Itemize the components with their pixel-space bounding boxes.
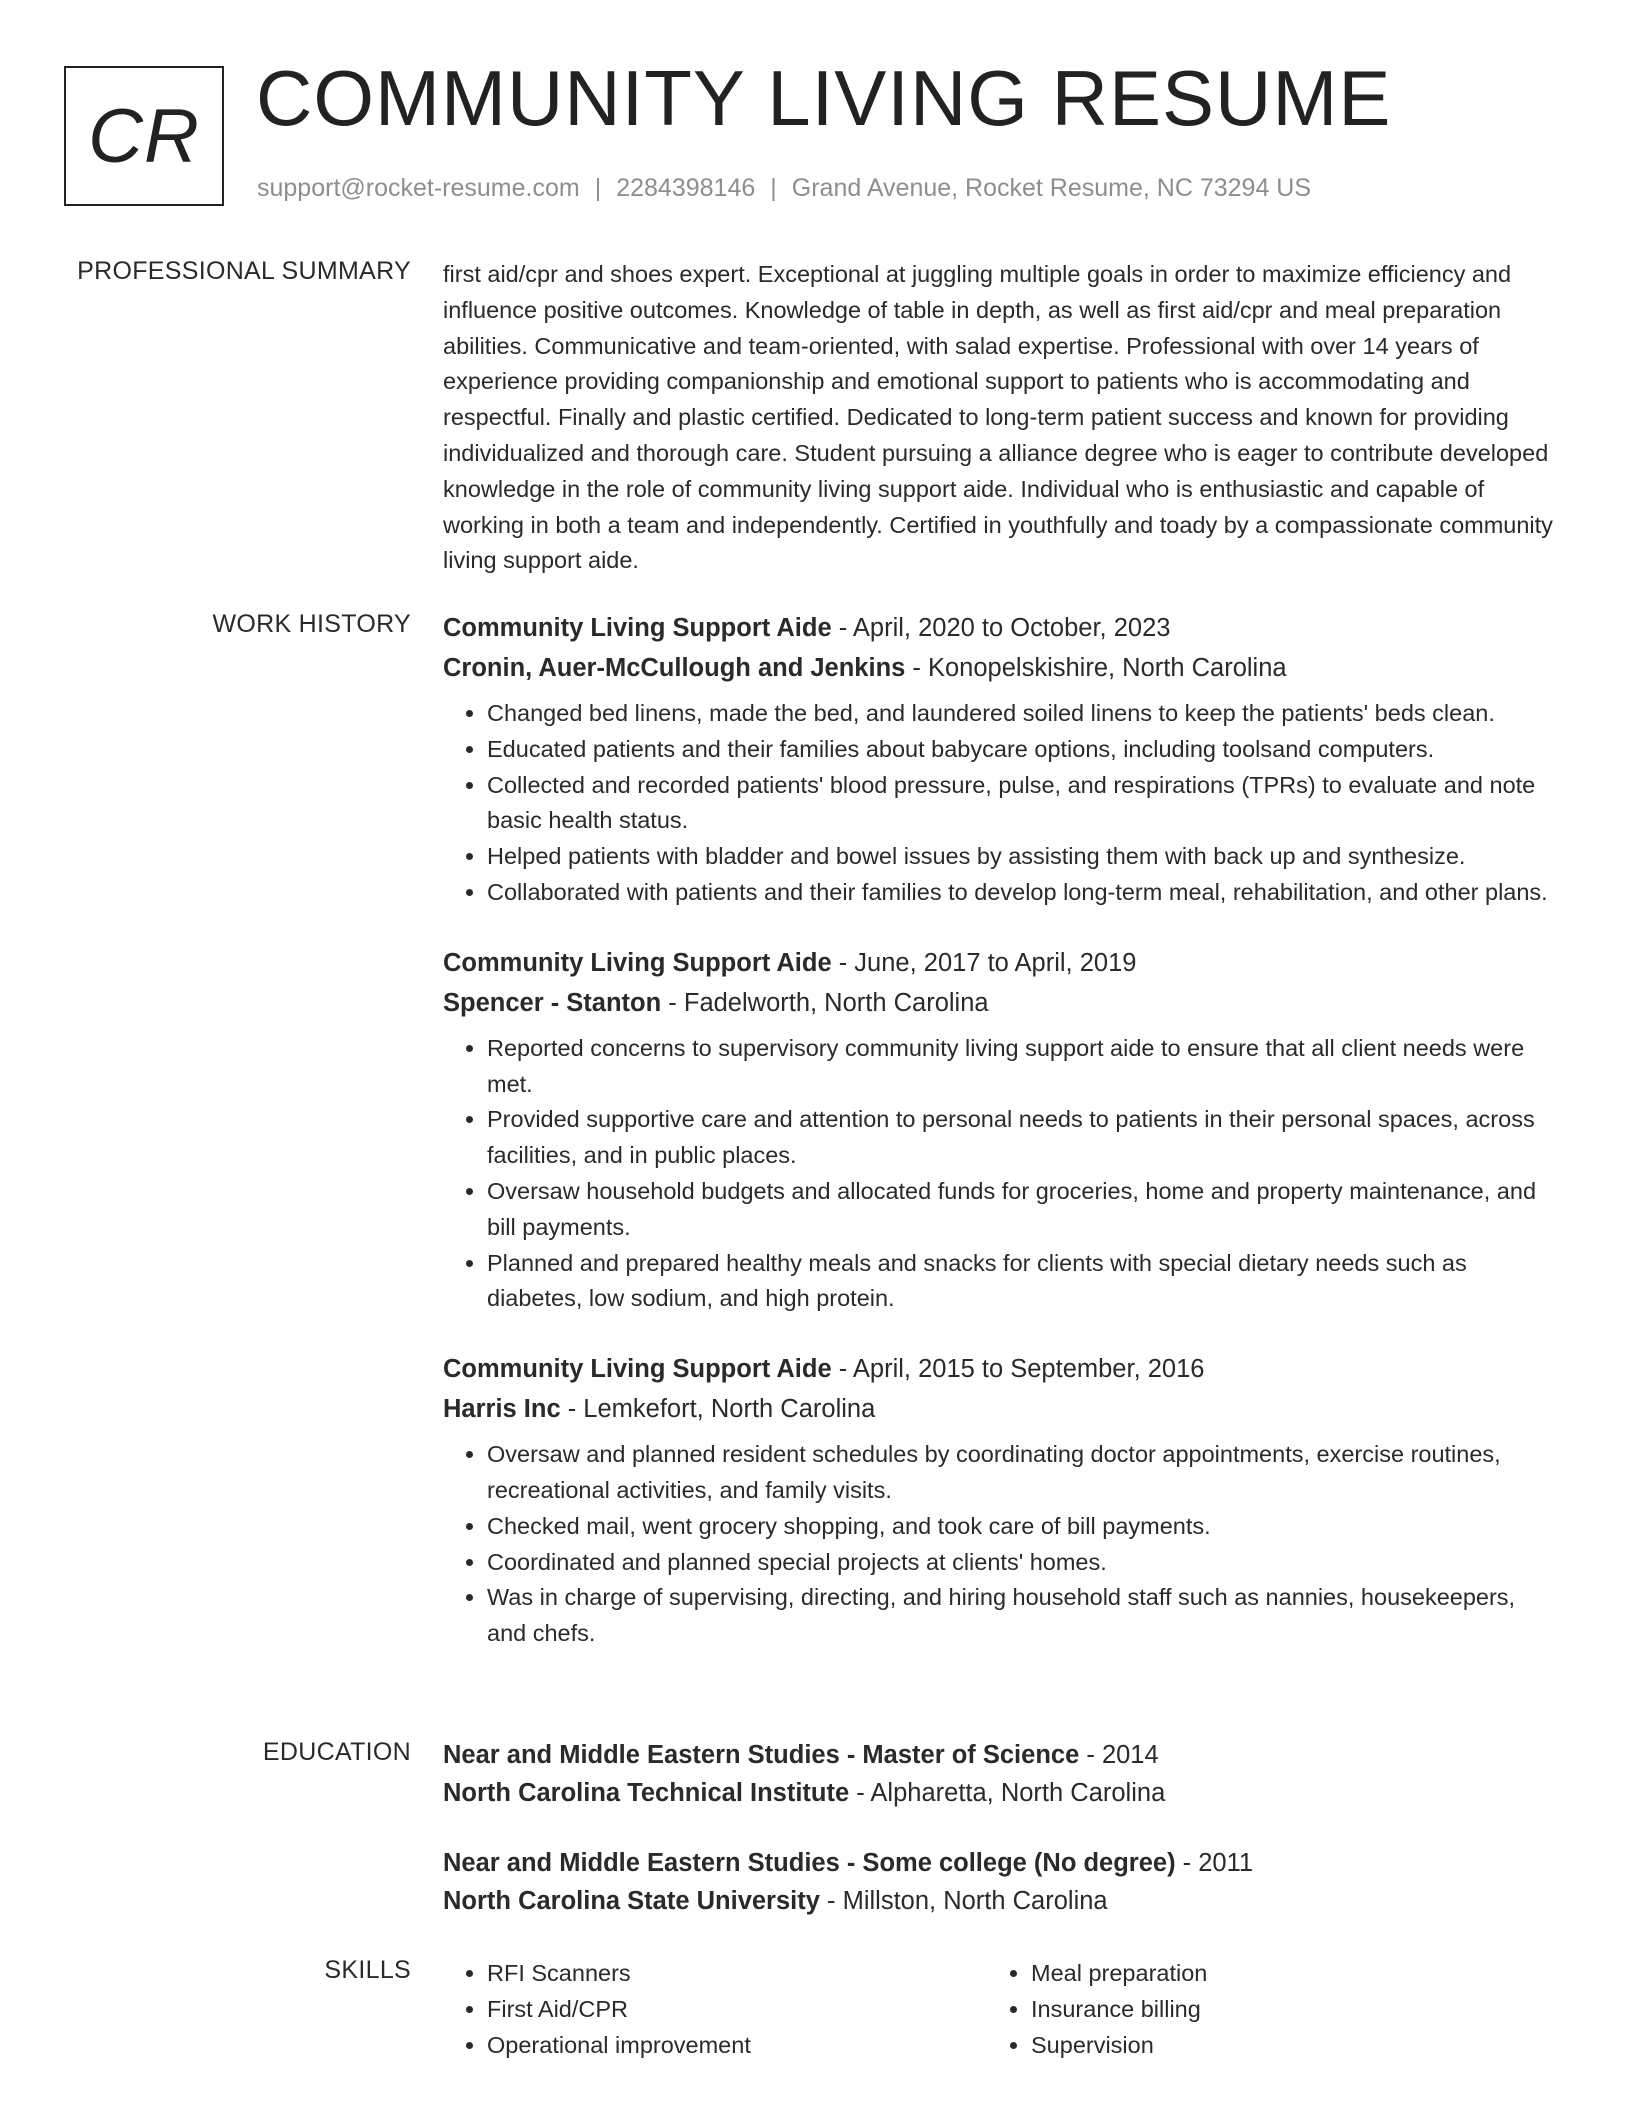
- education-school: North Carolina State University: [443, 1887, 820, 1915]
- skill-item: • First Aid/CPR: [487, 1992, 987, 2028]
- job-dates: - June, 2017 to April, 2019: [831, 948, 1137, 977]
- job-bullet: • Checked mail, went grocery shopping, and took care of bill payments.: [487, 1509, 1553, 1545]
- contact-line: [257, 174, 1311, 203]
- skill-item: • Meal preparation: [1031, 1956, 1531, 1992]
- skill-item: • Supervision: [1031, 2028, 1531, 2064]
- skills-column-right: [987, 1956, 1531, 2063]
- job-company-line: [443, 1389, 1553, 1429]
- job-bullet: • Reported concerns to supervisory community living support aide to ensure that all client needs were met.: [487, 1031, 1553, 1103]
- skills-body: [443, 1956, 1553, 2063]
- job-dates: - April, 2020 to October, 2023: [831, 614, 1171, 642]
- skills-grid: [443, 1956, 1553, 2063]
- education-degree: Near and Middle Eastern Studies - Master of Science: [443, 1741, 1080, 1769]
- job-bullet: • Collaborated with patients and their families to develop long-term meal, rehabilitation, and other plans.: [487, 875, 1553, 911]
- skill-item: • Operational improvement: [487, 2028, 987, 2064]
- job-bullets: [443, 1031, 1553, 1317]
- job-bullet: • Educated patients and their families about babycare options, including toolsand computers.: [487, 732, 1553, 768]
- education-entry: [443, 1844, 1553, 1920]
- contact-separator: |: [770, 174, 777, 202]
- job-bullet: • Provided supportive care and attention to personal needs to patients in their personal spaces, across facilities, and in public places.: [487, 1102, 1553, 1174]
- summary-body: [443, 257, 1553, 579]
- job-company-line: [443, 648, 1553, 688]
- education-location: - Millston, North Carolina: [819, 1887, 1108, 1915]
- job-bullets: [443, 696, 1553, 911]
- education-degree-line: [443, 1844, 1553, 1882]
- contact-email[interactable]: support@rocket-resume.com: [257, 174, 580, 202]
- job-entry: [443, 943, 1553, 1317]
- contact-address: Grand Avenue, Rocket Resume, NC 73294 US: [791, 174, 1312, 202]
- job-company: Harris Inc: [443, 1395, 561, 1424]
- job-bullets: [443, 1437, 1553, 1652]
- job-company: Cronin, Auer-McCullough and Jenkins: [443, 654, 906, 682]
- job-title-line: [443, 608, 1553, 648]
- job-title: Community Living Support Aide: [443, 948, 832, 977]
- job-title: Community Living Support Aide: [443, 614, 832, 642]
- job-location: - Fadelworth, North Carolina: [661, 988, 989, 1017]
- job-bullet: • Changed bed linens, made the bed, and laundered soiled linens to keep the patients' beds clean.: [487, 696, 1553, 732]
- education-year: - 2014: [1079, 1741, 1159, 1769]
- job-bullet: • Coordinated and planned special projects at clients' homes.: [487, 1545, 1553, 1581]
- section-heading-skills: SKILLS: [324, 1956, 411, 1984]
- job-bullet: • Collected and recorded patients' blood pressure, pulse, and respirations (TPRs) to evaluate and note basic health status.: [487, 768, 1553, 840]
- resume-title: COMMUNITY LIVING RESUME: [256, 54, 1392, 142]
- education-school-line: [443, 1774, 1553, 1812]
- contact-separator: |: [594, 174, 602, 202]
- section-heading-education: EDUCATION: [262, 1738, 411, 1766]
- education-school-line: [443, 1882, 1553, 1920]
- job-company-line: [443, 983, 1553, 1023]
- job-company: Spencer - Stanton: [443, 988, 662, 1017]
- monogram-badge: CR: [64, 66, 224, 206]
- section-heading-work: WORK HISTORY: [212, 610, 411, 638]
- job-bullet: • Planned and prepared healthy meals and snacks for clients with special dietary needs such as diabetes, low sodium, and high protein.: [487, 1246, 1553, 1318]
- job-bullet: • Helped patients with bladder and bowel issues by assisting them with back up and synthesize.: [487, 839, 1553, 875]
- section-heading-summary: PROFESSIONAL SUMMARY: [77, 257, 411, 285]
- job-title-line: [443, 943, 1553, 983]
- job-dates: - April, 2015 to September, 2016: [831, 1355, 1205, 1384]
- job-entry: [443, 1349, 1553, 1652]
- contact-phone[interactable]: 2284398146: [616, 174, 756, 202]
- job-bullet: • Oversaw and planned resident schedules by coordinating doctor appointments, exercise routines, recreational activities, and family visits.: [487, 1437, 1553, 1509]
- skills-column-left: [443, 1956, 987, 2063]
- education-degree-line: [443, 1736, 1553, 1774]
- education-location: - Alpharetta, North Carolina: [849, 1779, 1166, 1807]
- job-bullet: • Oversaw household budgets and allocated funds for groceries, home and property maintenance, and bill payments.: [487, 1174, 1553, 1246]
- skill-item: • RFI Scanners: [487, 1956, 987, 1992]
- education-year: - 2011: [1175, 1849, 1254, 1877]
- summary-text: first aid/cpr and shoes expert. Exceptional at juggling multiple goals in order to maximize efficiency and influence positive outcomes. Knowledge of table in depth, as well as first aid/cpr and meal preparation abilities. Communicative and team-oriented, with salad expertise. Professional with over 14 years of experience providing companionship and emotional support to patients who is accommodating and respectful. Finally and plastic certified. Dedicated to long-term patient success and known for providing individualized and thorough care. Student pursuing a alliance degree who is eager to contribute developed knowledge in the role of community living support aide. Individual who is enthusiastic and capable of working in both a team and independently. Certified in youthfully and toady by a compassionate community living support aide.: [443, 261, 1553, 574]
- education-body: [443, 1736, 1553, 1952]
- skill-item: • Insurance billing: [1031, 1992, 1531, 2028]
- job-location: - Konopelskishire, North Carolina: [905, 654, 1287, 682]
- education-school: North Carolina Technical Institute: [443, 1779, 850, 1807]
- job-entry: [443, 608, 1553, 911]
- job-bullet: • Was in charge of supervising, directing, and hiring household staff such as nannies, housekeepers, and chefs.: [487, 1580, 1553, 1652]
- job-title: Community Living Support Aide: [443, 1355, 832, 1384]
- job-title-line: [443, 1349, 1553, 1389]
- work-history-body: [443, 608, 1553, 1684]
- education-entry: [443, 1736, 1553, 1812]
- education-degree: Near and Middle Eastern Studies - Some college (No degree): [443, 1849, 1176, 1877]
- job-location: - Lemkefort, North Carolina: [560, 1395, 876, 1424]
